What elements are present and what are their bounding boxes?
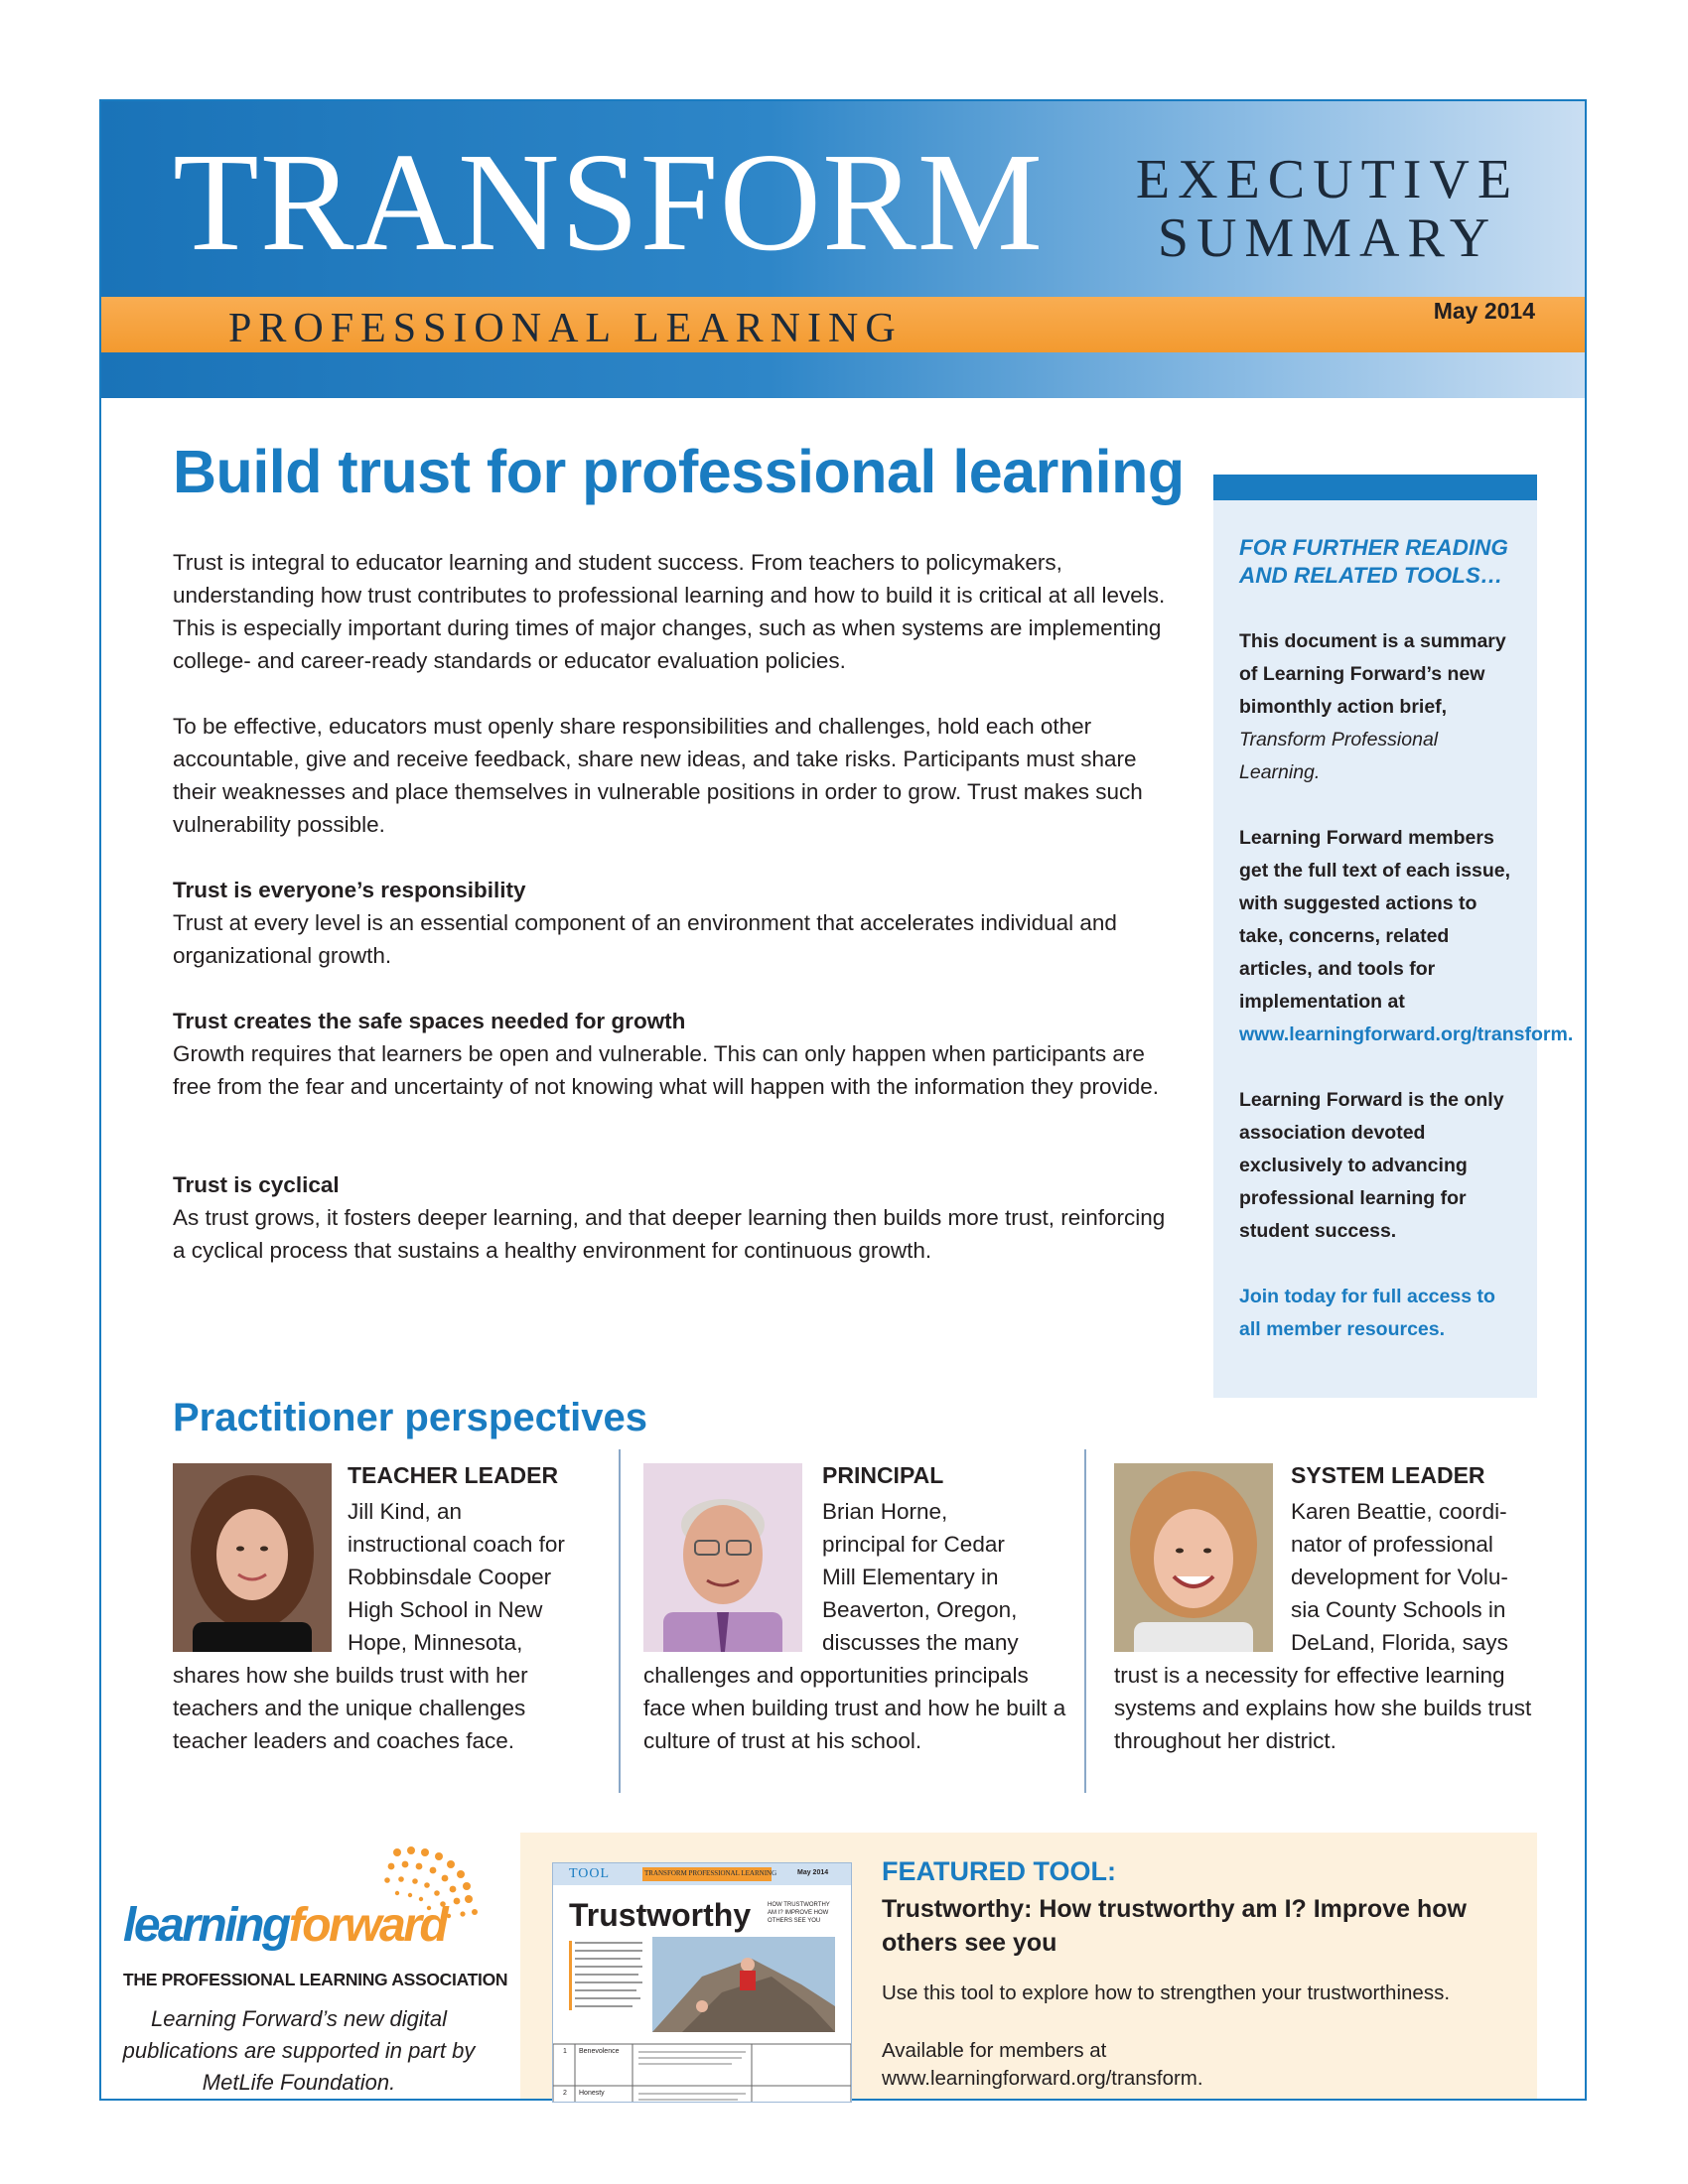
desc-line: Beaverton, Oregon,: [822, 1597, 1018, 1622]
tool-thumbnail[interactable]: [552, 1862, 852, 2103]
intro-paragraph: Trust is integral to educator learning and student success. From teachers to policymakers, understanding how trust contributes to professional learning and how to build it is critical at all levels. This is especially important during times of major changes, such as when systems are implementing college- and career-ready standards or educator evaluation policies.: [173, 550, 1166, 673]
sidebar-heading: FOR FURTHER READING AND RELATED TOOLS…: [1239, 535, 1508, 588]
featured-tool-url[interactable]: www.learningforward.org/transform.: [882, 2067, 1203, 2090]
teacher-leader-photo: [173, 1463, 332, 1652]
perspectives-heading: Practitioner perspectives: [173, 1396, 647, 1439]
system-leader-photo: [1114, 1463, 1273, 1652]
logo-wordmark: [123, 1898, 446, 1953]
section-cyclical: [173, 1168, 1166, 1267]
masthead-title: TRANSFORM: [173, 123, 1045, 280]
sidebar-members-text: [1239, 822, 1574, 1051]
thumb-brand: [644, 1869, 776, 1877]
desc-line: development for Volu-: [1291, 1565, 1508, 1589]
teacher-leader-role: TEACHER LEADER: [348, 1462, 559, 1488]
teacher-leader-portrait: [173, 1463, 332, 1652]
thumb-brand-b: PROFESSIONAL LEARNING: [688, 1869, 777, 1877]
column-divider: [1084, 1449, 1086, 1793]
sidebar-brief-title: Transform Professional Learning.: [1239, 729, 1439, 783]
sponsor-note: Learning Forward’s new digital publications are supported in part by MetLife Foundation.: [122, 2006, 476, 2095]
section-heading: Trust is everyone’s responsibility: [173, 878, 526, 902]
sidebar-association-text: Learning Forward is the only association devoted exclusively to advancing professional learning for student success.: [1239, 1089, 1504, 1242]
section-heading: Trust creates the safe spaces needed for growth: [173, 1009, 686, 1033]
thumb-row-label: Benevolence: [579, 2048, 620, 2055]
desc-line: discusses the many: [822, 1630, 1019, 1655]
system-leader-desc-narrow: [1291, 1495, 1539, 1659]
teacher-leader-desc-wide: shares how she builds trust with her teachers and the unique challenges teacher leaders and coaches face.: [173, 1663, 528, 1753]
thumb-illustration: [553, 1937, 851, 2103]
sidebar-members-lead: Learning Forward members get the full text of each issue, with suggested actions to take, concerns, related articles, and tools for implementation at: [1239, 827, 1511, 1013]
executive-summary-badge: EXECUTIVE SUMMARY: [1135, 149, 1520, 269]
section-safe-spaces: [173, 1005, 1166, 1103]
section-text: As trust grows, it fosters deeper learning, and that deeper learning then builds more trust, reinforcing a cyclical process that sustains a healthy environment for continuous growth.: [173, 1205, 1166, 1263]
featured-tool-availability: [882, 2037, 1203, 2093]
principal-portrait: [643, 1463, 802, 1652]
featured-tool-use: Use this tool to explore how to strengthen your trustworthiness.: [882, 1981, 1451, 2004]
desc-line: DeLand, Florida, says: [1291, 1630, 1508, 1655]
desc-line: instructional coach for: [348, 1532, 565, 1557]
logo-forward: forward: [288, 1899, 447, 1952]
thumb-header: [553, 1863, 851, 1885]
thumb-heading: Trustworthy: [569, 1897, 752, 1933]
system-leader-desc-wide: trust is a necessity for effective learning systems and explains how she builds trust throughout her district.: [1114, 1663, 1532, 1753]
section-text: Trust at every level is an essential component of an environment that accelerates individual and organizational growth.: [173, 910, 1117, 968]
principal-photo: [643, 1463, 802, 1652]
learning-forward-logo: [119, 1846, 516, 1989]
article-headline: Build trust for professional learning: [173, 438, 1185, 505]
principal-desc-narrow: [822, 1495, 1070, 1659]
desc-line: Karen Beattie, coordi-: [1291, 1499, 1507, 1524]
thumb-row-num: 2: [563, 2090, 567, 2097]
issue-date: May 2014: [1433, 298, 1535, 324]
section-text: Growth requires that learners be open and vulnerable. This can only happen when participants are free from the fear and uncertainty of not knowing what will happen with the information they provide.: [173, 1041, 1160, 1099]
system-leader-role: SYSTEM LEADER: [1291, 1462, 1485, 1488]
thumb-date: May 2014: [797, 1869, 829, 1876]
section-heading: Trust is cyclical: [173, 1172, 340, 1197]
desc-line: sia County Schools in: [1291, 1597, 1506, 1622]
column-divider: [619, 1449, 621, 1793]
effectiveness-paragraph: To be effective, educators must openly share responsibilities and challenges, hold each other accountable, give and receive feedback, share new ideas, and take risks. Participants must share their weaknesses and place themselves in vulnerable positions in order to grow. Trust makes such vulnerability possible.: [173, 714, 1143, 837]
featured-tool-panel: [520, 1833, 1537, 2099]
transform-link[interactable]: www.learningforward.org/transform.: [1239, 1024, 1574, 1045]
thumb-row-num: 1: [563, 2048, 567, 2055]
desc-line: Mill Elementary in: [822, 1565, 999, 1589]
desc-line: Jill Kind, an: [348, 1499, 463, 1524]
principal-desc-wide: challenges and opportunities principals face when building trust and how he built a culture of trust at his school.: [643, 1663, 1066, 1753]
desc-line: High School in New: [348, 1597, 543, 1622]
desc-line: Hope, Minnesota,: [348, 1630, 523, 1655]
sidebar-summary-lead: This document is a summary of Learning Forward’s new bimonthly action brief,: [1239, 630, 1506, 718]
thumb-row-label: Honesty: [579, 2090, 605, 2097]
header-banner: [101, 101, 1585, 398]
section-responsibility: [173, 874, 1166, 972]
system-leader-portrait: [1114, 1463, 1273, 1652]
sidebar-summary-text: [1239, 625, 1515, 789]
desc-line: nator of professional: [1291, 1532, 1493, 1557]
logo-tagline: THE PROFESSIONAL LEARNING ASSOCIATION: [123, 1970, 508, 1989]
thumb-tool-word: TOOL: [569, 1866, 611, 1881]
further-reading-sidebar: [1213, 475, 1574, 1398]
desc-line: Robbinsdale Cooper: [348, 1565, 552, 1589]
desc-line: principal for Cedar: [822, 1532, 1005, 1557]
featured-tool-label: FEATURED TOOL:: [882, 1856, 1116, 1886]
principal-role: PRINCIPAL: [822, 1462, 944, 1488]
logo-learning: learning: [123, 1899, 289, 1952]
teacher-leader-desc-narrow: [348, 1495, 606, 1659]
featured-tool-title[interactable]: Trustworthy: How trustworthy am I? Improve how others see you: [882, 1895, 1467, 1957]
desc-line: Brian Horne,: [822, 1499, 948, 1524]
availability-text: Available for members at: [882, 2039, 1107, 2062]
thumb-subhead: HOW TRUSTWORTHY AM I? IMPROVE HOW OTHERS SEE YOU: [768, 1902, 830, 1924]
join-today-link[interactable]: Join today for full access to all member resources.: [1239, 1286, 1495, 1340]
masthead-subtitle: PROFESSIONAL LEARNING: [228, 306, 903, 351]
thumb-brand-a: TRANSFORM: [644, 1869, 687, 1877]
